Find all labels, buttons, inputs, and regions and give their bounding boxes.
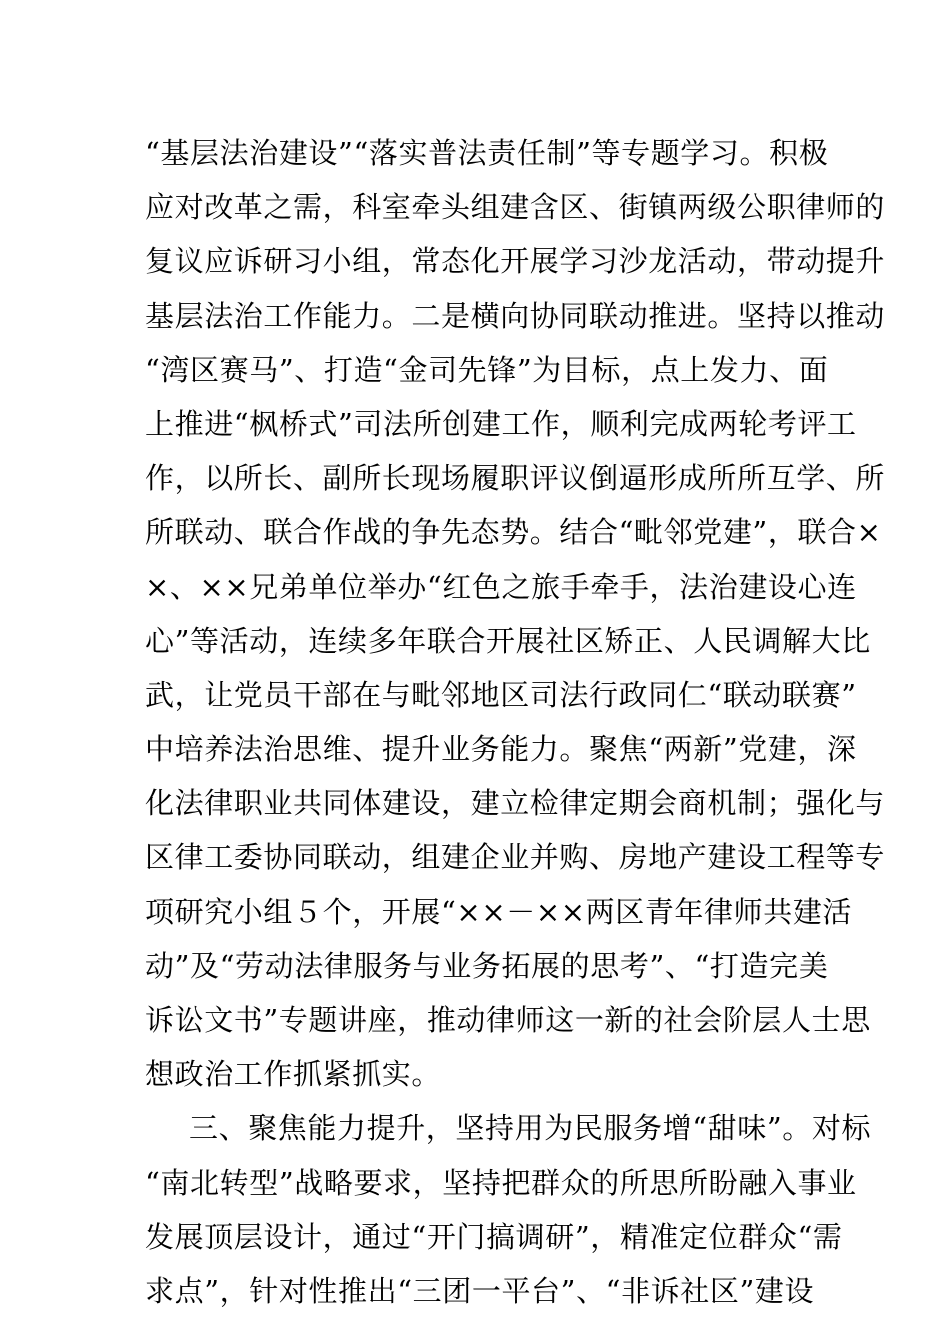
body-text [145,126,886,1318]
paragraph-1 [145,126,886,1101]
text-line: 三、聚焦能力提升，坚持用为民服务增“甜味”。对标 [189,1111,872,1146]
text-line: 区律工委协同联动，组建企业并购、房地产建设工程等专 [145,840,886,875]
text-line: “南北转型”战略要求，坚持把群众的所思所盼融入事业 [145,1165,857,1200]
text-line: 中培养法治思维、提升业务能力。聚焦“两新”党建，深 [145,732,857,767]
text-line: 诉讼文书”专题讲座，推动律师这一新的社会阶层人士思 [145,1003,871,1037]
text-line: 化法律职业共同体建设，建立检律定期会商机制；强化与 [145,786,886,821]
text-line: 基层法治工作能力。二是横向协同联动推进。坚持以推动 [145,298,886,333]
text-line: “基层法治建设”“落实普法责任制”等专题学习。积极 [145,136,829,170]
text-line: 应对改革之需，科室牵头组建含区、街镇两级公职律师的 [145,190,886,225]
text-line: 求点”，针对性推出“三团一平台”、“非诉社区”建设 [145,1273,815,1308]
text-line: 作，以所长、副所长现场履职评议倒逼形成所所互学、所 [145,461,886,496]
text-line: 想政治工作抓紧抓实。 [145,1057,442,1092]
text-line: ×、××兄弟单位举办“红色之旅手牵手，法治建设心连 [145,569,857,604]
paragraph-2 [145,1101,872,1318]
text-line: 所联动、联合作战的争先态势。结合“毗邻党建”，联合× [145,515,882,550]
text-line: 武，让党员干部在与毗邻地区司法行政同仁“联动联赛” [145,677,857,712]
text-line: 动”及“劳动法律服务与业务拓展的思考”、“打造完美 [145,948,829,983]
text-line: 心”等活动，连续多年联合开展社区矫正、人民调解大比 [145,623,871,658]
text-line: 复议应诉研习小组，常态化开展学习沙龙活动，带动提升 [145,244,886,279]
text-line: 上推进“枫桥式”司法所创建工作，顺利完成两轮考评工 [145,406,857,441]
text-line: “湾区赛马”、打造“金司先锋”为目标，点上发力、面 [145,352,829,387]
text-line: 项研究小组５个，开展“××－××两区青年律师共建活 [145,894,853,929]
text-line: 发展顶层设计，通过“开门搞调研”，精准定位群众“需 [145,1219,843,1254]
